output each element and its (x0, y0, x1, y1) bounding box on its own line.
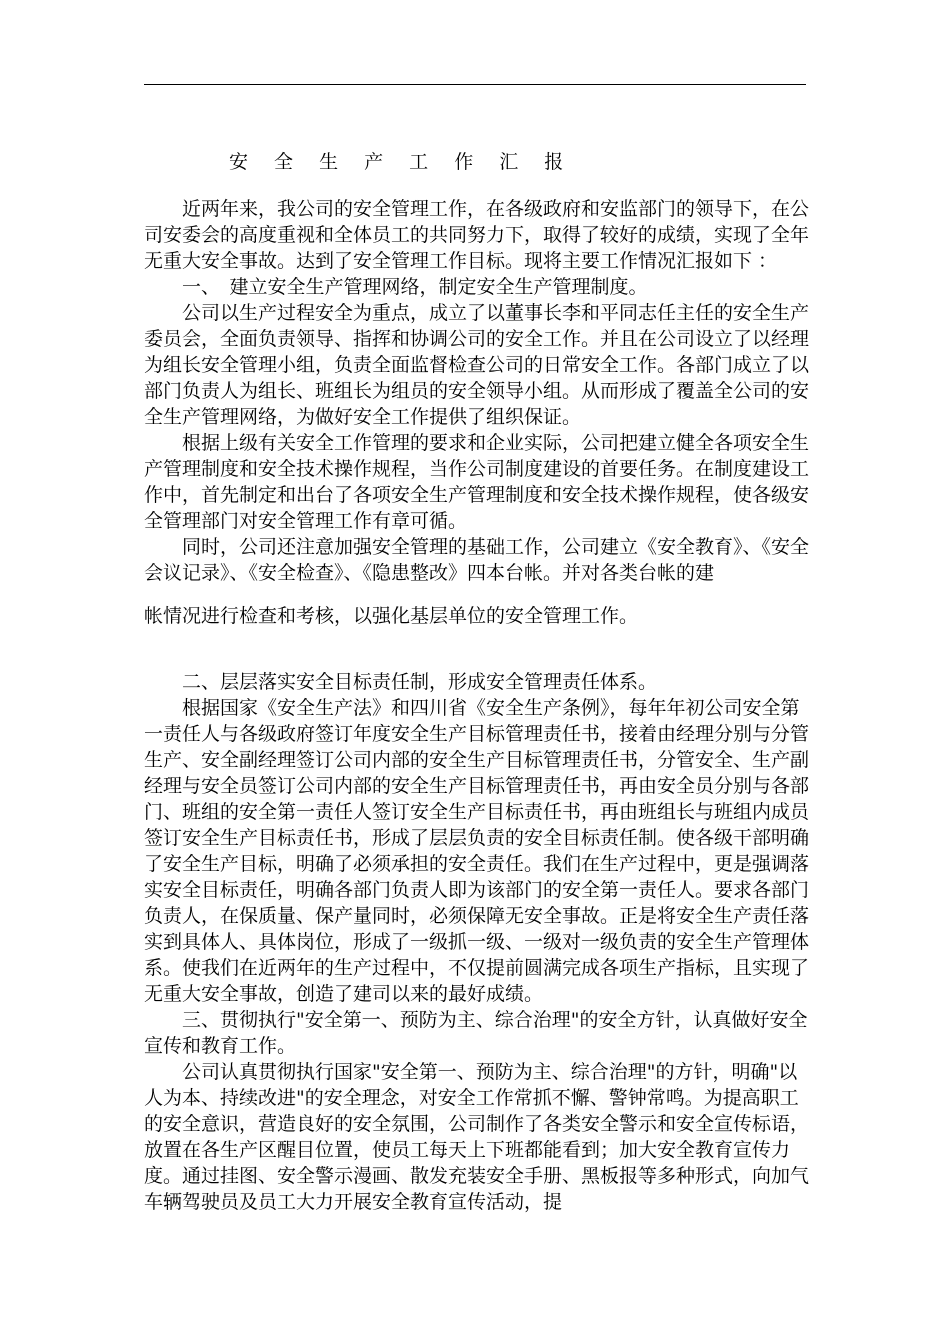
document-body (144, 196, 812, 1215)
body-paragraph: 同时，公司还注意加强安全管理的基础工作，公司建立《安全教育》、《安全会议记录》、《安全检查》、《隐患整改》四本台帐。并对各类台帐的建 (144, 536, 810, 584)
section-heading-1: 一、 建立安全生产管理网络，制定安全生产管理制度。 (182, 276, 648, 298)
body-paragraph-continued: 帐情况进行检查和考核，以强化基层单位的安全管理工作。 (144, 605, 639, 627)
body-paragraph: 公司认真贯彻执行国家"安全第一、预防为主、综合治理"的方针，明确"以人为本、持续改进"的安全理念，对安全工作常抓不懈、警钟常鸣。为提高职工的安全意识，营造良好的安全氛围，公司制作了各类安全警示和安全宣传标语，放置在各生产区醒目位置，使员工每天上下班都能看到；加大安全教育宣传力度。通过挂图、安全警示漫画、散发充装安全手册、黑板报等多种形式，向加气车辆驾驶员及员工大力开展安全教育宣传活动，提 (144, 1061, 810, 1213)
header-rule (144, 84, 806, 85)
body-paragraph: 根据上级有关安全工作管理的要求和企业实际，公司把建立健全各项安全生产管理制度和安全技术操作规程，当作公司制度建设的首要任务。在制度建设工作中，首先制定和出台了各项安全生产管理制度和安全技术操作规程，使各级安全管理部门对安全管理工作有章可循。 (144, 432, 810, 532)
section-heading-3: 三、贯彻执行"安全第一、预防为主、综合治理"的安全方针，认真做好安全宣传和教育工作。 (144, 1009, 808, 1057)
body-paragraph: 根据国家《安全生产法》和四川省《安全生产条例》，每年年初公司安全第一责任人与各级政府签订年度安全生产目标管理责任书，接着由经理分别与分管生产、安全副经理签订公司内部的安全生产目标管理责任书，分管安全、生产副经理与安全员签订公司内部的安全生产目标管理责任书，再由安全员分别与各部门、班组的安全第一责任人签订安全生产目标责任书，再由班组长与班组内成员签订安全生产目标责任书，形成了层层负责的安全目标责任制。使各级干部明确了安全生产目标，明确了必须承担的安全责任。我们在生产过程中，更是强调落实安全目标责任，明确各部门负责人即为该部门的安全第一责任人。要求各部门负责人，在保质量、保产量同时，必须保障无安全事故。正是将安全生产责任落实到具体人、具体岗位，形成了一级抓一级、一级对一级负责的安全生产管理体系。使我们在近两年的生产过程中，不仅提前圆满完成各项生产指标，且实现了无重大安全事故，创造了建司以来的最好成绩。 (144, 697, 810, 1005)
body-paragraph: 公司以生产过程安全为重点，成立了以董事长李和平同志任主任的安全生产委员会，全面负责领导、指挥和协调公司的安全工作。并且在公司设立了以经理为组长安全管理小组，负责全面监督检查公司的日常安全工作。各部门成立了以部门负责人为组长、班组长为组员的安全领导小组。从而形成了覆盖全公司的安全生产管理网络，为做好安全工作提供了组织保证。 (144, 302, 810, 428)
section-heading-2: 二、层层落实安全目标责任制，形成安全管理责任体系。 (182, 671, 658, 693)
document-title: 安 全 生 产 工 作 汇 报 (229, 151, 574, 173)
intro-paragraph: 近两年来，我公司的安全管理工作，在各级政府和安监部门的领导下，在公司安委会的高度重视和全体员工的共同努力下，取得了较好的成绩，实现了全年无重大安全事故。达到了安全管理工作目标。现将主要工作情况汇报如下 ： (144, 198, 810, 272)
